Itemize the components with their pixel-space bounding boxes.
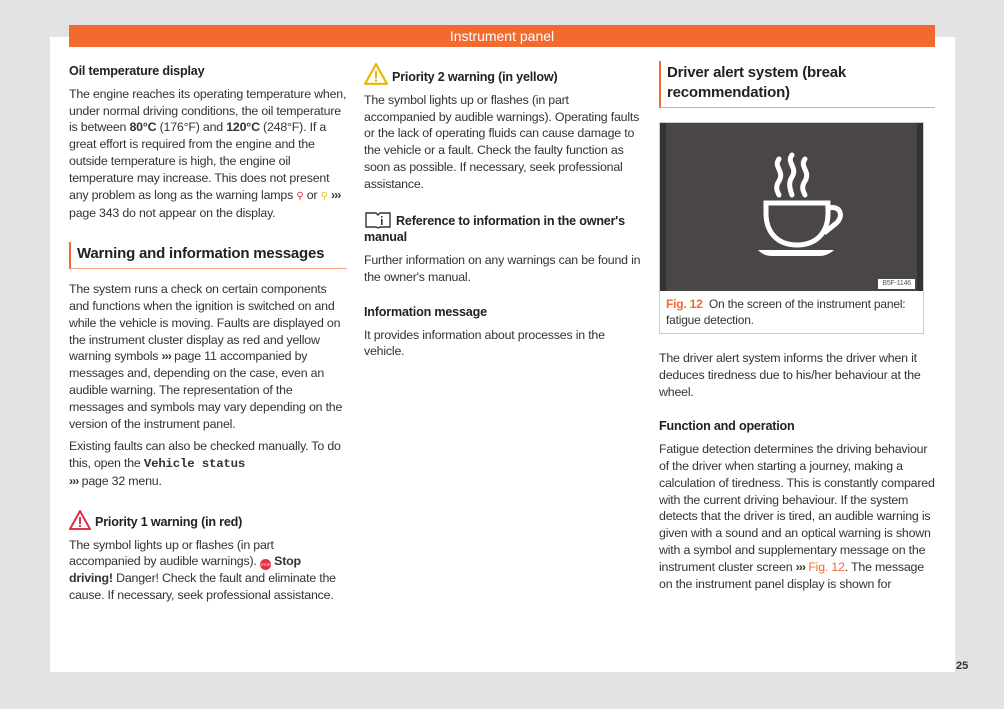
reference-text: Further information on any warnings can be found in the owner's manual. [364, 253, 641, 284]
driver-alert-heading: Driver alert system (break recommendation) [659, 61, 935, 108]
reference-heading: Reference to information in the owner's manual [364, 211, 642, 247]
priority-2-heading: Priority 2 warning (in yellow) [364, 63, 642, 86]
warning-messages-heading: Warning and information messages [69, 242, 347, 269]
figure-caption: Fig. 12 On the screen of the instrument panel: fatigue detection. [666, 297, 906, 327]
priority-1-heading: Priority 1 warning (in red) [69, 510, 347, 531]
yellow-warning-icon [364, 63, 388, 85]
figure-code: B5F-1146 [878, 279, 915, 289]
red-warning-icon [69, 510, 91, 530]
priority-2-text: The symbol lights up or flashes (in part accompanied by audible warnings). Operating faults or the lack of operating fluids can cause damage to the vehicle or a fault. Check the faulty function as soon as possible. If necessary, seek professional assistance. [364, 92, 640, 191]
function-text: Fatigue detection determines the driving behaviour of the driver when starting a journey, making a calculation of tiredness. This is constantly compared with the current driving behaviour. If the system detects that the driver is tired, an audible warning is given with a sound and an optical warning is shown with a symbol and supplementary message on the instrument cluster screen ››› Fig. 12. The message on the instrument panel display is shown for [659, 442, 935, 591]
page-number: 25 [956, 660, 969, 672]
warning-paragraph-2: Existing faults can also be checked manually. To do this, open the Vehicle status ››› page 32 menu. [69, 439, 341, 488]
oil-pressure-lamp-icon: ⚲ [296, 190, 304, 202]
info-text: It provides information about processes in the vehicle. [364, 327, 605, 359]
oil-level-lamp-icon: ⚲ [320, 190, 328, 202]
info-heading: Information message [364, 304, 487, 319]
page-header: Instrument panel [69, 25, 935, 47]
warning-paragraph-1: The system runs a check on certain components and functions when the ignition is switched on and while the vehicle is moving. Faults are displayed on the instrument cluster display as red and yellow warning symbols ››› page 11 accompanied by messages and, depending on the case, even an audible warning. The representation of the messages and symbols may vary depending on the version of the instrument panel. [69, 282, 343, 431]
fig-12-link[interactable]: Fig. 12 [808, 559, 845, 574]
oil-heading: Oil temperature display [69, 64, 205, 78]
column-2 [364, 63, 642, 366]
column-1 [69, 63, 347, 610]
stop-icon: STOP [260, 559, 271, 570]
driver-alert-intro: The driver alert system informs the driver when it deduces tiredness due to his/her behaviour at the wheel. [659, 351, 921, 399]
priority-1-text: The symbol lights up or flashes (in part accompanied by audible warnings). STOP Stop driving! Danger! Check the fault and eliminate the cause. If necessary, seek professional assistance. [69, 537, 336, 603]
figure-12 [659, 122, 924, 334]
figure-image [660, 123, 923, 291]
column-3 [659, 61, 935, 598]
coffee-cup-icon [666, 123, 917, 291]
manual-book-icon [364, 211, 392, 229]
function-heading: Function and operation [659, 419, 795, 434]
oil-paragraph: The engine reaches its operating temperature when, under normal driving conditions, the oil temperature is between 80°C (176°F) and 120°C (248°F). If a great effort is required from the engine and the outside temperature is high, the engine oil temperature may increase. This does not present any problem as long as the warning lamps ⚲ or ⚲ ››› page 343 do not appear on the display. [69, 86, 347, 221]
